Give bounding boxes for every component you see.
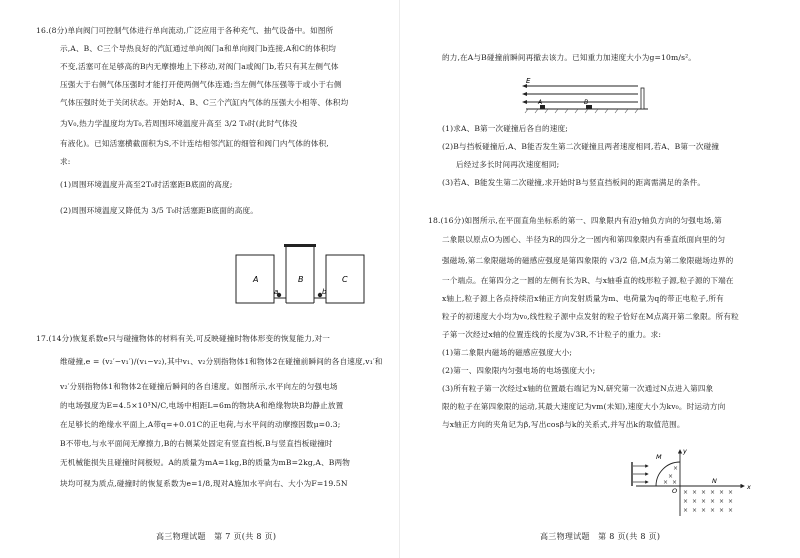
svg-text:×: × (728, 507, 734, 514)
right-page-footer: 高三物理试题 第 8 页(共 8 页) (540, 532, 661, 541)
q17-cont-line-2: (1)求A、B第一次碰撞后各自的速度; (442, 124, 568, 133)
q18-sub-3-line-2: 限的粒子在第四象限的运动,其最大速度记为vm(未知),速度大小为kv₀。时运动方向 (442, 402, 726, 411)
svg-text:×: × (692, 507, 698, 514)
label-a-block: A (538, 99, 543, 106)
q16-line-4: 压强大于右侧气体压强时才能打开使两侧气体连通;当左侧气体压强等于或小于右侧 (60, 80, 342, 89)
q18-sub-3: (3)所有粒子第一次经过x轴的位置最右端记为N,研究第一次通过N点进入第四象 (442, 384, 714, 393)
svg-text:×: × (728, 498, 734, 505)
q17-figure (518, 76, 658, 118)
q17-line-6: B不带电,与水平面间无摩擦力,B的右侧某处固定有竖直挡板,B与竖直挡板碰撞时 (60, 439, 333, 448)
svg-text:×: × (710, 498, 716, 505)
q16-line-3: 不变,活塞可在足够高的B内无摩擦地上下移动,对阀门a或阀门b,若只有其左侧气体 (60, 62, 339, 71)
q18-line-7: 子第一次经过x轴的位置连线的长度为√3R,不计粒子的重力。求: (442, 330, 662, 339)
left-page-footer: 高三物理试题 第 7 页(共 8 页) (156, 532, 277, 541)
cylinder-b (286, 244, 314, 303)
svg-text:×: × (683, 507, 689, 514)
q16-line-1: 16.(8分)单向阀门可控制气体进行单向流动,广泛应用于各种充气、抽气设备中。如图所 (36, 26, 334, 35)
q16-figure (228, 232, 368, 310)
label-valve-a: a (274, 288, 279, 296)
q16-line-5: 气体压强时处于关闭状态。开始时A、B、C三个汽缸内气体的压强大小相等、体积均 (60, 98, 349, 107)
q18-line-3: 强磁场,第二象限磁场的磁感应强度是第四象限的 √3/2 倍,M点为第二象限磁场边界的 (442, 256, 734, 265)
svg-text:×: × (663, 479, 669, 486)
q18-line-1: 18.(16分)如图所示,在平面直角坐标系的第一、四象限内有沿y轴负方向的匀强电场,第 (428, 216, 722, 225)
svg-text:×: × (701, 507, 707, 514)
svg-text:×: × (719, 489, 725, 496)
q17-cont-line-1: 的力,在A与B碰撞前瞬间再撤去该力。已知重力加速度大小为g=10m/s²。 (442, 53, 697, 62)
label-valve-b: b (322, 288, 327, 296)
q17-line-3: v₂′分别指物体1和物体2在碰撞后瞬间的各自速度。如图所示,水平向左的匀强电场 (60, 382, 338, 391)
label-o: O (672, 487, 678, 495)
q16-line-6: 为V₀,热力学温度均为T₀,若周围环境温度升高至 3/2 T₀时(此时气体没 (60, 119, 298, 128)
q16-line-2: 示,A、B、C三个导热良好的汽缸通过单向阀门a和单向阀门b连接,A和C的体积均 (60, 44, 337, 53)
label-a-cyl: A (253, 275, 259, 284)
piston (284, 244, 316, 247)
label-x: x (747, 483, 751, 491)
right-page (400, 0, 800, 558)
label-b-cyl: B (298, 275, 304, 284)
q17-line-8: 块均可视为质点,碰撞时的恢复系数为e=1/8,现对A施加水平向右、大小为F=19.5N (60, 479, 348, 488)
q16-sub-1: (1)周围环境温度升高至2T₀时活塞距B底面的高度; (60, 180, 233, 189)
q17-line-2: 维碰撞,e = (v₂′−v₁′)/(v₁−v₂),其中v₁、v₂分别指物体1和物体2在碰撞前瞬间的各自速度,v₁′和 (60, 357, 383, 366)
label-c-cyl: C (342, 275, 348, 284)
q17-cont-line-5: (3)若A、B能发生第二次碰撞,求开始时B与竖直挡板间的距离需满足的条件。 (442, 178, 706, 187)
svg-text:×: × (710, 489, 716, 496)
svg-text:×: × (728, 489, 734, 496)
q18-figure (626, 446, 756, 518)
svg-text:×: × (683, 498, 689, 505)
q17-cont-line-4: 后经过多长时间再次速度相同; (456, 160, 560, 169)
q18-line-4: 一个端点。在第四分之一圆的左侧有长为R、与x轴垂直的线形粒子源,粒子源的下端在 (442, 276, 734, 285)
svg-text:×: × (683, 489, 689, 496)
baffle (641, 88, 644, 109)
q17-line-4: 的电场强度为E=4.5×10³N/C,电场中相距L=6m的物块A和绝缘物块B均静止放置 (60, 401, 344, 410)
svg-text:×: × (692, 489, 698, 496)
q18-sub-3-line-3: 与x轴正方向的夹角记为β,写出cosβ与k的关系式,并写出k的取值范围。 (442, 420, 685, 429)
q18-line-5: x轴上,粒子源上各点持续沿x轴正方向发射质量为m、电荷量为q的带正电粒子,所有 (442, 294, 724, 303)
q17-line-7: 无机械能损失且碰撞时间极短。A的质量为mA=1kg,B的质量为mB=2kg,A、B两物 (60, 458, 351, 467)
svg-text:×: × (701, 489, 707, 496)
label-m: M (656, 453, 662, 461)
svg-text:×: × (710, 507, 716, 514)
label-e: E (526, 77, 531, 85)
q17-line-5: 在足够长的绝缘水平面上,A带q=+0.01C的正电荷,与水平间的动摩擦因数μ=0.3; (60, 420, 341, 429)
q16-line-8: 求: (60, 157, 71, 166)
label-b-block: B (584, 99, 589, 106)
svg-text:×: × (672, 479, 678, 486)
q18-sub-1: (1)第二象限内磁场的磁感应强度大小; (442, 348, 573, 357)
svg-text:×: × (692, 498, 698, 505)
q18-line-2: 二象限以原点O为圆心、半径为R的四分之一圆内和第四象限内有垂直纸面向里的匀 (442, 235, 726, 244)
svg-text:×: × (719, 507, 725, 514)
q18-line-6: 粒子的初速度大小均为v₀,线性粒子源中点发射的粒子恰好在M点离开第二象限。所有粒 (442, 312, 739, 321)
q17-cont-line-3: (2)B与挡板碰撞后,A、B能否发生第二次碰撞且两者速度相同,若A、B第一次碰撞 (442, 142, 720, 151)
q18-sub-2: (2)第一、四象限内匀强电场的电场强度大小; (442, 366, 596, 375)
label-y: y (683, 447, 687, 455)
q17-line-1: 17.(14分)恢复系数e只与碰撞物体的材料有关,可反映碰撞时物体形变的恢复能力,对一 (36, 334, 331, 343)
svg-text:×: × (701, 498, 707, 505)
svg-text:×: × (673, 465, 679, 472)
svg-text:×: × (719, 498, 725, 505)
svg-text:×: × (668, 473, 674, 480)
q16-sub-2: (2)周围环境温度又降低为 3/5 T₀时活塞距B底面的高度。 (60, 206, 259, 215)
label-n: N (712, 477, 717, 485)
q16-line-7: 有液化)。已知活塞横截面积为S,不计连结相邻汽缸的细管和阀门内气体的体积, (60, 139, 329, 148)
